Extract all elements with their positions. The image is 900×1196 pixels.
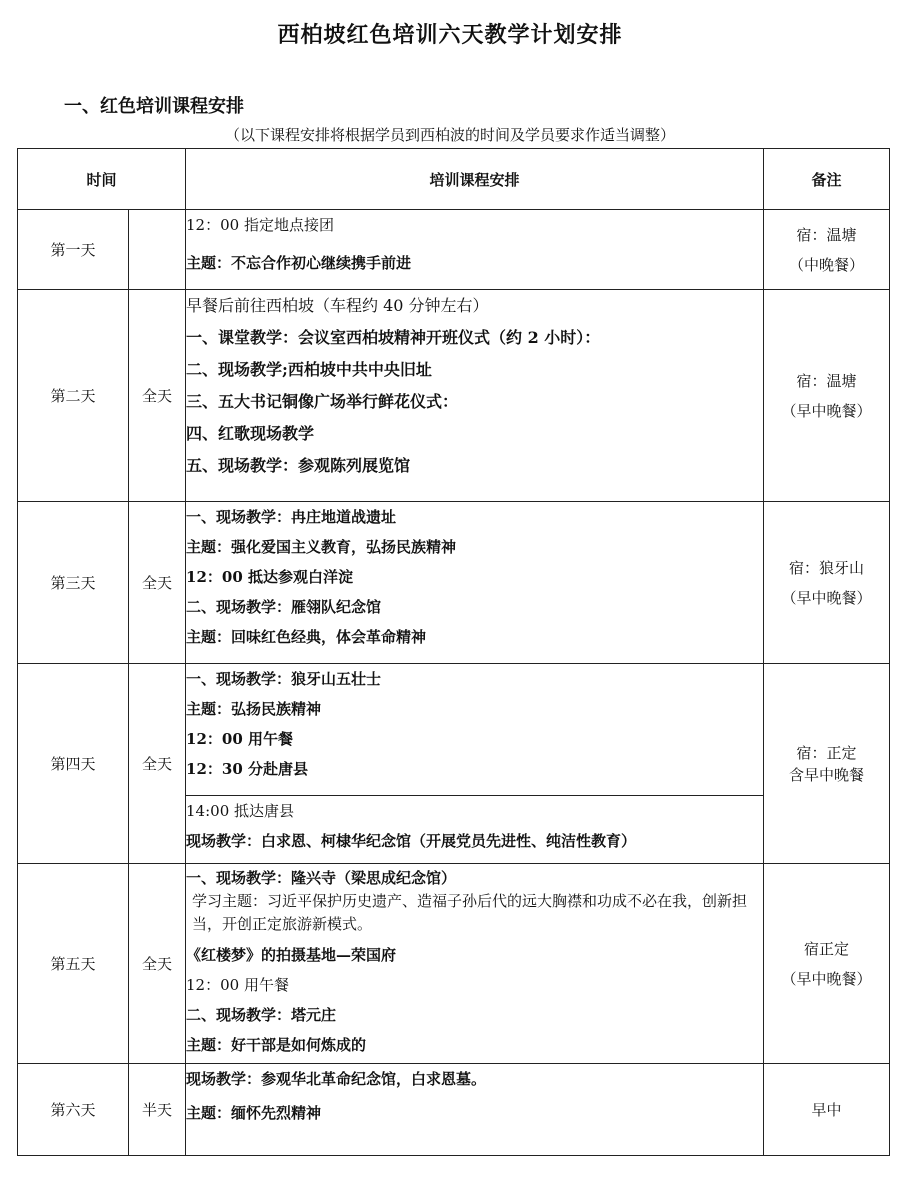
remark-line: （早中晚餐） — [781, 401, 872, 420]
course-line: 一、现场教学：隆兴寺（梁思成纪念馆） — [186, 869, 457, 887]
course-cell — [186, 502, 764, 664]
day-label: 第五天 — [18, 864, 129, 1064]
table-row-day4 — [18, 664, 890, 796]
table-header-row — [18, 149, 890, 210]
adjustment-note: （以下课程安排将根据学员到西柏波的时间及学员要求作适当调整） — [224, 126, 675, 144]
document-title: 西柏坡红色培训六天教学计划安排 — [277, 22, 623, 48]
day-label: 第一天 — [18, 210, 129, 290]
course-line: 现场教学：参观华北革命纪念馆，白求恩墓。 — [186, 1070, 487, 1088]
day-label: 第二天 — [18, 290, 129, 502]
course-line: 12：30 分赴唐县 — [186, 760, 308, 778]
course-line: 二、现场教学：塔元庄 — [186, 1006, 337, 1024]
course-line: 二、现场教学：雁翎队纪念馆 — [186, 598, 382, 616]
remark-cell — [764, 502, 890, 664]
course-line: 12：00 用午餐 — [186, 730, 293, 748]
course-line: 主题：弘扬民族精神 — [186, 700, 322, 718]
course-cell — [186, 1064, 764, 1156]
day-span: 全天 — [129, 290, 186, 502]
course-cell — [186, 864, 764, 1064]
schedule-table — [17, 148, 890, 1156]
day-span: 全天 — [129, 502, 186, 664]
table-row-day2 — [18, 290, 890, 502]
course-line: 四、红歌现场教学 — [186, 424, 315, 443]
table-row-day1 — [18, 210, 890, 290]
day-span: 全天 — [129, 664, 186, 864]
course-line: 现场教学：白求恩、柯棣华纪念馆（开展党员先进性、纯洁性教育） — [186, 832, 637, 850]
course-line: 二、现场教学;西柏坡中共中央旧址 — [186, 360, 432, 379]
remark-line: （中晚餐） — [789, 255, 865, 274]
remark-line: 宿正定 — [804, 939, 850, 958]
course-line: 一、现场教学：冉庄地道战遗址 — [186, 508, 397, 526]
header-time: 时间 — [18, 149, 186, 210]
header-remark: 备注 — [764, 149, 890, 210]
course-cell — [186, 210, 764, 290]
course-line: 早餐后前往西柏坡（车程约 40 分钟左右） — [186, 296, 489, 315]
day-span: 全天 — [129, 864, 186, 1064]
day-label: 第六天 — [18, 1064, 129, 1156]
remark-line: （早中晚餐） — [781, 969, 872, 988]
remark-line: （早中晚餐） — [781, 588, 872, 607]
day-span — [129, 210, 186, 290]
header-course: 培训课程安排 — [186, 149, 764, 210]
course-line: 主题：不忘合作初心继续携手前进 — [186, 254, 412, 272]
course-line: 《红楼梦》的拍摄基地—荣国府 — [186, 946, 397, 964]
remark-line: 宿：温塘 — [796, 371, 857, 390]
remark-cell — [764, 864, 890, 1064]
remark-line: 宿：温塘 — [796, 225, 857, 244]
table-row-day3 — [18, 502, 890, 664]
day-label: 第三天 — [18, 502, 129, 664]
course-line: 三、五大书记铜像广场举行鲜花仪式： — [186, 392, 459, 411]
course-line: 12：00 抵达参观白洋淀 — [186, 568, 353, 586]
course-line: 主题：回味红色经典，体会革命精神 — [186, 628, 427, 646]
section-heading: 一、红色培训课程安排 — [64, 96, 244, 117]
table-row-day5 — [18, 864, 890, 1064]
day-span: 半天 — [129, 1064, 186, 1156]
course-line: 一、课堂教学：会议室西柏坡精神开班仪式（约 2 小时）： — [186, 328, 601, 347]
remark-line: 宿：狼牙山 — [789, 558, 865, 577]
day-label: 第四天 — [18, 664, 129, 864]
remark-cell — [764, 290, 890, 502]
remark-cell — [764, 664, 890, 864]
course-line: 五、现场教学：参观陈列展览馆 — [186, 456, 411, 475]
course-cell — [186, 664, 764, 796]
course-line: 12：00 用午餐 — [186, 976, 289, 994]
remark-line: 早中 — [811, 1100, 842, 1119]
course-line: 一、现场教学：狼牙山五壮士 — [186, 670, 382, 688]
remark-cell — [764, 210, 890, 290]
remark-line: 含早中晚餐 — [789, 765, 865, 784]
remark-cell — [764, 1064, 890, 1156]
course-line: 主题：强化爱国主义教育，弘扬民族精神 — [186, 538, 457, 556]
course-cell — [186, 796, 764, 864]
course-line: 学习主题：习近平保护历史遗产、造福子孙后代的远大胸襟和功成不必在我，创新担当，开创正定旅游新模式。 — [192, 892, 748, 933]
remark-line: 宿：正定 — [796, 743, 857, 762]
course-line: 12：00 指定地点接团 — [186, 216, 334, 234]
course-line: 14:00 抵达唐县 — [186, 802, 295, 820]
course-cell — [186, 290, 764, 502]
table-row-day6 — [18, 1064, 890, 1156]
course-line: 主题：好干部是如何炼成的 — [186, 1036, 367, 1054]
course-line: 主题：缅怀先烈精神 — [186, 1104, 322, 1122]
